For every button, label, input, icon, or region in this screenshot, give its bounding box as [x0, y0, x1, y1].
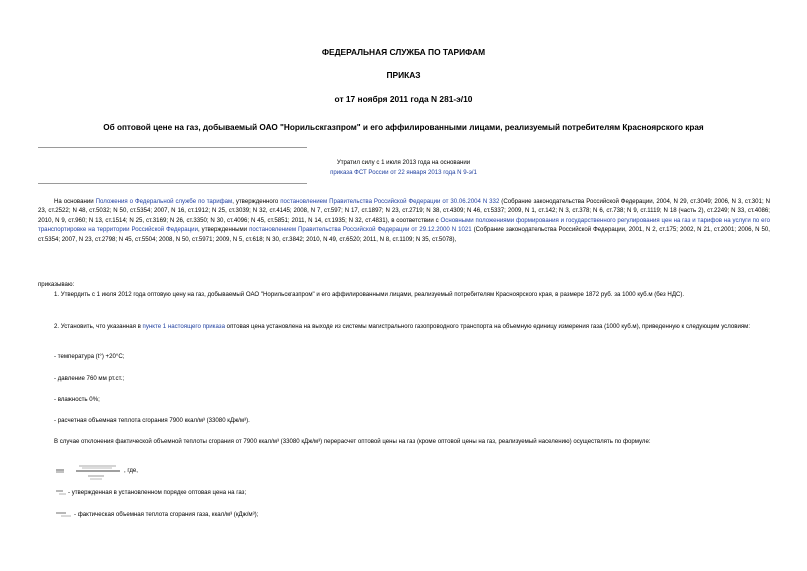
doc-date-heading: от 17 ноября 2011 года N 281-э/10: [334, 94, 473, 104]
repeal-order-link[interactable]: приказа ФСТ России от 22 января 2013 года N 9-э/1: [330, 169, 477, 176]
clause-1: 1. Утвердить с 1 июля 2012 года оптовую цену на газ, добываемый ОАО "Норильскгазпром" и его аффилированными лицами, реализуемый потребителям Красноярского края, в размере 1872 руб. за 1000 куб.м (без НДС).: [54, 291, 685, 298]
condition-temperature: - температура (t°) +20°С;: [54, 353, 125, 360]
preamble-paragraph: [38, 197, 770, 244]
wholesale-price-symbol-image: [54, 486, 68, 498]
definition-price: - утвержденная в установленном порядке оптовая цена на газ;: [68, 489, 247, 496]
clause-1-ref-link[interactable]: пункте 1 настоящего приказа: [142, 323, 225, 330]
condition-pressure: - давление 760 мм рт.ст.;: [54, 375, 125, 382]
preamble-text-3: (Собрание законодательства Российской Федерации, 2004, N 29, ст.3049; 2006, N 3, ст.301; N 23, ст.2522; N 48, ст.5032; N 50, ст.5354; 2007, N 16, ст.1912; N 25, ст.3039; N 32, ст.4145; 2008, N 7, ст.597; N 17, ст.1897; N 23, ст.2719; N 38, ст.4309; N 46, ст.5337; 2009, N 1, ст.142; N 3, ст.378; N 6, ст.738; N 9, ст.1119; N 18 (часть 2), ст.2249; N 33, ст.4086; 2010, N 9, ст.960; N 13, ст.1514; N 25, ст.3169; N 26, ст.3350; N 30, ст.4096; N 45, ст.5851; 2011, N 14, ст.1935; N 32, ст.4831), в соответствии с: [38, 198, 770, 224]
clause-2-text-b: оптовая цена установлена на выходе из системы магистрального газопроводного транспорта на объемную единицу измерения газа (1000 куб.м), приведенную к следующим условиям:: [224, 323, 751, 330]
order-word: приказываю:: [38, 281, 75, 288]
divider-top: [38, 147, 307, 148]
document-title: Об оптовой цене на газ, добываемый ОАО "Норильскгазпром" и его аффилированными лицами, реализуемый потребителям Красноярского края: [103, 123, 704, 132]
main-provisions-link[interactable]: Основными положениями формирования и государственного регулирования цен на газ и тарифов на услуги по его транспортировке на территории Российской Федерации: [38, 216, 771, 234]
clause-2-text-a: 2. Установить, что указанная в: [54, 323, 143, 330]
resolution-332-link[interactable]: постановлением Правительства Российской Федерации от 30.06.2004 N 332: [280, 198, 500, 205]
clause-2: [38, 322, 770, 331]
condition-heat-value: - расчетная объемная теплота сгорания 7900 ккал/м³ (33080 кДж/м³).: [54, 417, 250, 424]
recalculation-paragraph: В случае отклонения фактической объемной теплоты сгорания от 7900 ккал/м³ (33080 кДж/м³) перерасчет оптовой цены на газ (кроме оптовой цены на газ, реализуемый населению) осуществлять по формуле:: [54, 438, 651, 445]
wholesale-price-symbol: [54, 486, 68, 500]
preamble-text-4: , утвержденными: [198, 226, 250, 234]
heat-value-symbol-image: [54, 508, 74, 520]
definition-heat-value: - фактическая объемная теплота сгорания газа, ккал/м³ (кДж/м³);: [74, 511, 259, 518]
preamble-text-5: (Собрание законодательства Российской Федерации, 2001, N 2, ст.175; 2002, N 21, ст.2001; 2006, N 50, ст.5354; 2007, N 23, ст.2798; N 45, ст.5504; 2008, N 50, ст.5971; 2009, N 5, ст.618; N 30, ст.3842; 2010, N 49, ст.6520; 2011, N 8, ст.1109; N 35, ст.5078),: [38, 226, 771, 243]
agency-heading: ФЕДЕРАЛЬНАЯ СЛУЖБА ПО ТАРИФАМ: [321, 47, 486, 57]
status-note-link-row: [0, 168, 807, 177]
price-formula-image: [54, 459, 124, 483]
heat-value-symbol: [54, 508, 74, 522]
condition-humidity: - влажность 0%;: [54, 396, 100, 403]
price-formula: [54, 459, 124, 485]
fst-regulation-link[interactable]: Положения о Федеральной службе по тарифам: [95, 198, 233, 205]
preamble-text-1: На основании: [54, 198, 96, 205]
resolution-1021-link[interactable]: постановлением Правительства Российской Федерации от 29.12.2000 N 1021: [249, 226, 472, 234]
preamble-text-2: , утвержденного: [232, 198, 281, 205]
formula-where: , где,: [124, 467, 138, 474]
doc-type-heading: ПРИКАЗ: [386, 70, 421, 80]
status-note-line: Утратил силу с 1 июля 2013 года на основании: [336, 159, 471, 166]
divider-bottom: [38, 183, 307, 184]
